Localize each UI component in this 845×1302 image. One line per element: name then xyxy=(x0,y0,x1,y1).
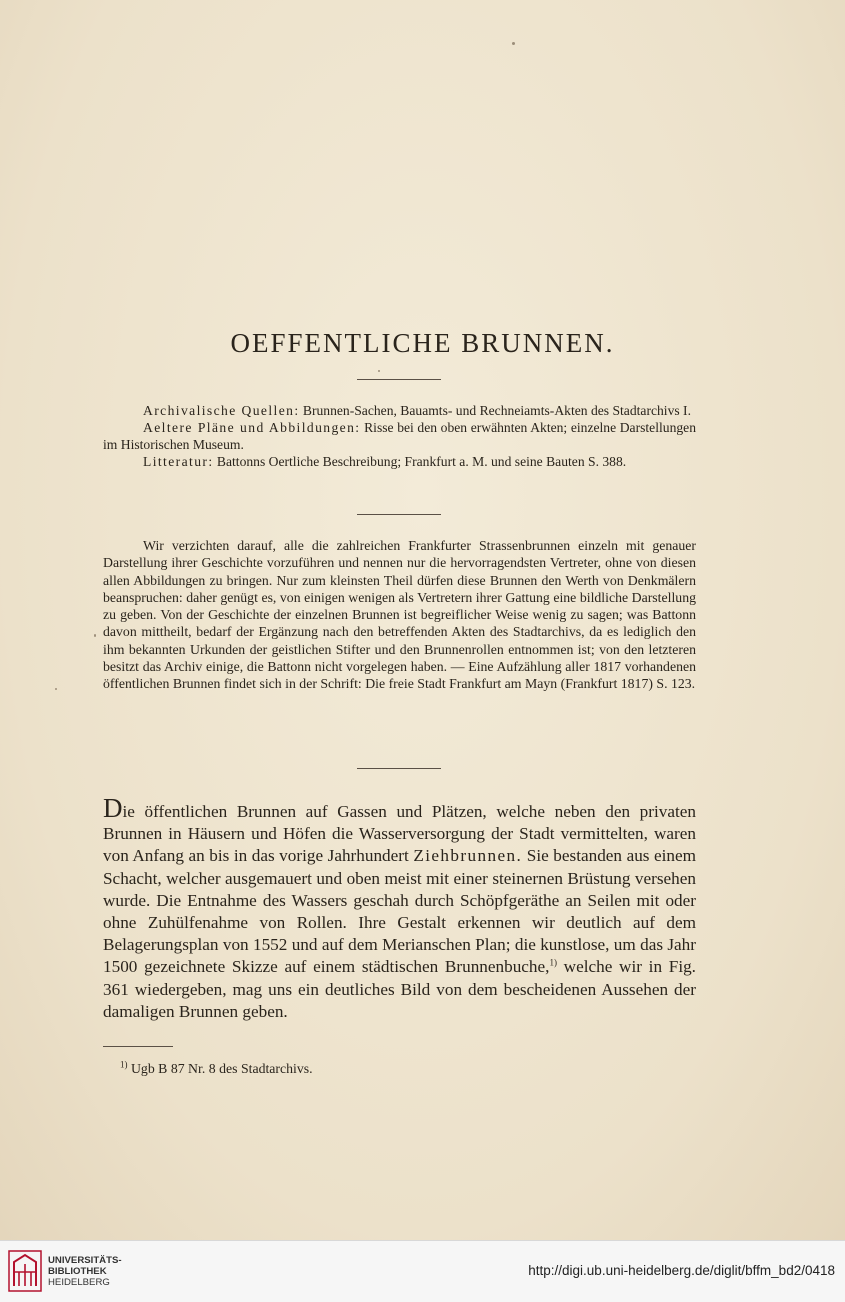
paper-speck xyxy=(512,42,515,45)
title-divider xyxy=(357,379,441,380)
literature-text: Battonns Oertliche Beschreibung; Frankfurt a. M. und seine Bauten S. 388. xyxy=(216,454,627,469)
body-paragraph xyxy=(103,793,697,1023)
emphasis-ziehbrunnen: Ziehbrunnen. xyxy=(413,846,523,866)
intro-paragraph: Wir verzichten darauf, alle die zahlreichen Frankfurter Strassenbrunnen einzeln mit genauer Darstellung ihrer Geschichte vorzuführen und nennen nur die hervorragendsten Vertreter, ohne von diesen allen Abbildungen zu bringen. Nur zum kleinsten Theil dürfen diese Brunnen den Werth von Denkmälern beanspruchen: daher genügt es, von einigen wenigen als Vertretern ihrer Gattung eine bildliche Darstellung zu geben. Von der Geschichte der einzelnen Brunnen ist begreiflicher Weise wenig zu sagen; was Battonn davon mittheilt, bedarf der Ergänzung nach den betreffenden Akten des Stadtarchivs, da es lediglich den ihm bekannten Urkunden der geistlichen Stifter und den Brunnenrollen entnommen ist; von den letzteren besitzt das Archiv einige, die Battonn nicht vorgelegen haben. — Eine Aufzählung aller 1817 vorhandenen öffentlichen Brunnen findet sich in der Schrift: Die freie Stadt Frankfurt am Mayn (Frankfurt 1817) S. 123. xyxy=(103,538,696,692)
footnote-marker: 1) xyxy=(120,1059,128,1070)
footnote xyxy=(120,1060,313,1077)
body-block xyxy=(103,793,697,1023)
plans-sources xyxy=(103,419,696,453)
sources-block xyxy=(103,402,696,470)
body-text-part2: Sie bestanden aus einem Schacht, welcher ausgemauert und oben meist mit einer steinernen Brüstung versehen wurde. Die Entnahme des Wassers geschah durch Schöpfgeräthe an Seilen mit oder ohne Zuhülfenahme von Rollen. Ihre Gestalt erkennen wir deutlich auf dem Belagerungsplan von 1552 und auf dem Merianschen Plan; die kunstlose, um das Jahr 1500 gezeichnete Skizze auf einem städtischen Brunnenbuche, xyxy=(103,846,697,977)
footnote-text: Ugb B 87 Nr. 8 des Stadtarchivs. xyxy=(130,1061,313,1076)
paper-speck xyxy=(55,688,57,690)
library-name-line2: BIBLIOTHEK xyxy=(48,1266,107,1277)
library-logo-graphic xyxy=(8,1250,42,1292)
viewer-footer xyxy=(0,1240,845,1302)
archival-label: Archivalische Quellen: xyxy=(143,403,300,418)
footnote-divider xyxy=(103,1046,173,1047)
page-title: OEFFENTLICHE BRUNNEN. xyxy=(230,328,615,358)
archival-text: Brunnen-Sachen, Bauamts- und Rechneiamts-Akten des Stadtarchivs I. xyxy=(302,403,691,418)
library-name-line1: UNIVERSITÄTS- xyxy=(48,1255,122,1266)
body-text-part3: welche wir in Fig. 361 wiedergeben, mag uns ein deutliches Bild von dem bescheidenen Aussehen der damaligen Brunnen geben. xyxy=(103,957,696,1021)
archival-sources xyxy=(103,402,696,419)
plans-text: Risse bei den oben erwähnten Akten; einzelne Darstellungen im Historischen Museum. xyxy=(103,420,696,452)
literature-sources xyxy=(103,453,696,470)
intro-block xyxy=(103,537,696,693)
plans-label: Aeltere Pläne und Abbildungen: xyxy=(143,420,361,435)
paper-speck xyxy=(94,634,96,637)
intro-divider xyxy=(357,768,441,769)
footnote-ref: 1) xyxy=(549,957,557,968)
library-name xyxy=(48,1255,122,1288)
library-logo-icon[interactable] xyxy=(8,1250,42,1292)
literature-label: Litteratur: xyxy=(143,454,214,469)
paper-speck xyxy=(378,370,380,372)
permalink-url[interactable]: http://digi.ub.uni-heidelberg.de/diglit/bffm_bd2/0418 xyxy=(528,1263,835,1278)
drop-cap: D xyxy=(103,793,123,823)
sources-divider xyxy=(357,514,441,515)
body-text-part1: ie öffentlichen Brunnen auf Gassen und Plätzen, welche neben den privaten Brunnen in Häusern und Höfen die Wasserversorgung der Stadt vermittelten, waren von Anfang an bis in das vorige Jahrhundert xyxy=(103,802,696,866)
library-name-line3: HEIDELBERG xyxy=(48,1277,110,1288)
